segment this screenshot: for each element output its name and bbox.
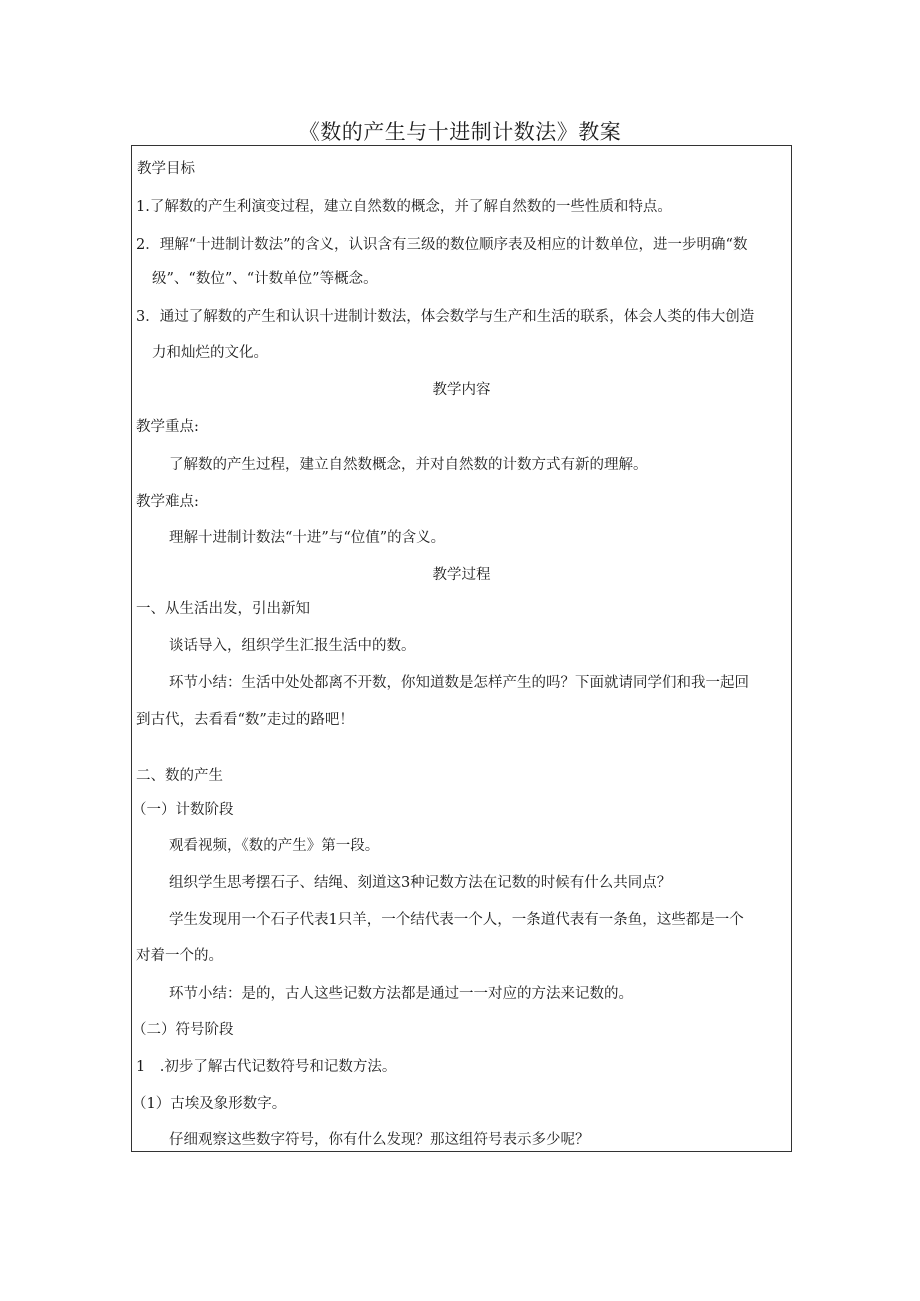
counting-stage-paragraph-1: 观看视频，《数的产生》第一段。: [169, 838, 380, 854]
section-1-summary-line-1: 环节小结：生活中处处都离不开数，你知道数是怎样产生的吗？下面就请同学们和我一起回: [169, 675, 749, 691]
teaching-content-heading: 教学内容: [432, 382, 491, 398]
section-2-title: 二、数的产生: [136, 768, 223, 784]
symbol-stage-item-1: 1 .初步了解古代记数符号和记数方法。: [136, 1059, 397, 1075]
counting-stage-paragraph-3-line-2: 对着一个的。: [136, 948, 223, 964]
document-title: 《数的产生与十进制计数法》教案: [298, 120, 622, 144]
key-points-text: 了解数的产生过程，建立自然数概念，并对自然数的计数方式有新的理解。: [169, 457, 648, 473]
lesson-plan-table: [131, 145, 792, 1152]
difficulty-text: 理解十进制计数法“十进”与“位值”的含义。: [169, 530, 446, 546]
goal-item-1: 1.了解数的产生利演变过程，建立自然数的概念，并了解自然数的一些性质和特点。: [136, 199, 672, 215]
goal-item-2-line-1: 2．理解“十进制计数法”的含义，认识含有三级的数位顺序表及相应的计数单位，进一步明确“数: [136, 237, 748, 253]
key-points-label: 教学重点:: [136, 419, 199, 435]
counting-stage-summary: 环节小结：是的，古人这些记数方法都是通过一一对应的方法来记数的。: [169, 986, 633, 1002]
subsection-counting-stage: （一）计数阶段: [132, 802, 234, 818]
counting-stage-paragraph-3-line-1: 学生发现用一个石子代表1只羊，一个结代表一个人，一条道代表有一条鱼，这些都是一个: [169, 912, 744, 928]
subsection-symbol-stage: （二）符号阶段: [132, 1022, 234, 1038]
goal-item-3-line-1: 3．通过了解数的产生和认识十进制计数法，体会数学与生产和生活的联系，体会人类的伟大创造: [136, 309, 755, 325]
symbol-stage-item-1-a: （1）古埃及象形数字。: [132, 1096, 287, 1112]
counting-stage-paragraph-2: 组织学生思考摆石子、结绳、刻道这3种记数方法在记数的时候有什么共同点？: [169, 875, 672, 891]
section-1-title: 一、从生活出发，引出新知: [136, 601, 310, 617]
teaching-goals-heading: 教学目标: [137, 161, 195, 177]
difficulty-label: 教学难点:: [136, 494, 199, 510]
goal-item-2-line-2: 级”、“数位”、“计数单位”等概念。: [152, 271, 378, 287]
section-1-paragraph-1: 谈话导入，组织学生汇报生活中的数。: [169, 638, 416, 654]
teaching-process-heading: 教学过程: [432, 567, 491, 583]
symbol-stage-item-1-a-paragraph: 仔细观察这些数字符号，你有什么发现？那这组符号表示多少呢？: [169, 1132, 590, 1148]
goal-item-3-line-2: 力和灿烂的文化。: [152, 345, 268, 361]
section-1-summary-line-2: 到古代，去看看“数”走过的路吧！: [136, 712, 354, 728]
